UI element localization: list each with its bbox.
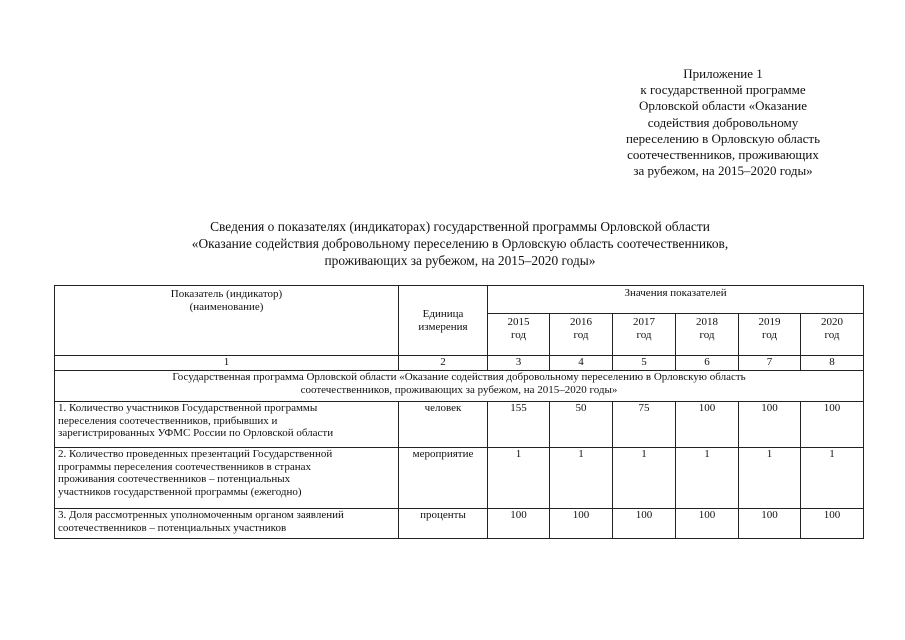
column-number: 6 [676,356,739,371]
year-suffix: год [510,328,527,341]
indicator-value: 75 [613,402,676,448]
indicator-value: 100 [613,509,676,539]
appendix-line: Приложение 1 [683,66,763,81]
year-suffix: год [573,328,589,341]
appendix-line: к государственной программе [640,82,806,98]
year-suffix: год [761,328,778,341]
appendix-line: переселению в Орловскую область [625,130,821,146]
indicator-value: 100 [801,402,864,448]
year-label: 2017 [633,316,655,328]
column-number: 4 [550,356,613,371]
header-unit [399,286,488,356]
indicator-name-text: 3. Доля рассмотренных уполномоченным органом заявлений соотечественников – потенциальных участников [58,509,344,534]
year-label: 2020 [821,316,844,328]
header-unit-label: Единица измерения [418,307,468,333]
appendix-line: Орловской области «Оказание [639,98,807,114]
indicator-value: 100 [488,509,550,539]
indicator-name [55,448,399,509]
appendix-line: за рубежом, на 2015–2020 годы» [633,163,813,179]
year-label: 2018 [696,316,718,328]
indicator-value: 100 [550,509,613,539]
document-title [100,218,820,269]
indicator-value: 50 [550,402,613,448]
indicator-unit: человек [399,402,488,448]
indicator-name-text: 1. Количество участников Государственной программы переселения соотечественников, прибывших и зарегистрированных УФМС России по Орловской области [58,402,334,440]
header-values-group: Значения показателей [488,286,864,314]
column-number: 8 [801,356,864,371]
appendix-line: содействия добровольному [647,114,799,130]
table-row [55,448,864,509]
column-number: 7 [739,356,801,371]
indicator-unit: проценты [399,509,488,539]
indicator-value: 1 [488,448,550,509]
indicator-value: 1 [801,448,864,509]
header-indicator-label: Показатель (индикатор) (наименование) [170,288,283,313]
indicator-name [55,402,399,448]
indicator-name [55,509,399,539]
header-indicator [55,286,399,356]
indicator-unit: мероприятие [399,448,488,509]
year-label: 2016 [570,316,592,328]
indicator-name-text: 2. Количество проведенных презентаций Государственной программы переселения соотечественников в странах проживания соотечественников – потенциальных участников государственной программы (ежегодно) [58,448,333,498]
year-suffix: год [699,328,715,341]
title-line: Сведения о показателях (индикаторах) государственной программы Орловской области [210,219,710,234]
column-number: 2 [399,356,488,371]
column-number: 1 [55,356,399,371]
indicator-value: 1 [676,448,739,509]
indicator-value: 1 [613,448,676,509]
appendix-line: соотечественников, проживающих [627,147,819,163]
header-year-cell [488,314,550,356]
indicator-value: 1 [739,448,801,509]
year-suffix: год [636,328,652,341]
appendix-note [598,66,848,179]
table-row [55,402,864,448]
section-title-cell [55,371,864,402]
indicator-value: 100 [676,509,739,539]
indicator-value: 100 [739,509,801,539]
header-year-cell [676,314,739,356]
title-line: «Оказание содействия добровольному переселению в Орловскую область соотечественников, [191,236,729,251]
indicator-value: 1 [550,448,613,509]
indicator-value: 100 [801,509,864,539]
header-year-cell [550,314,613,356]
year-label: 2015 [507,316,530,328]
indicators-table [54,285,864,539]
column-number: 5 [613,356,676,371]
indicator-value: 100 [676,402,739,448]
table-row [55,509,864,539]
indicator-value: 155 [488,402,550,448]
header-year-cell [739,314,801,356]
column-number: 3 [488,356,550,371]
section-title: Государственная программа Орловской области «Оказание содействия добровольному переселению в Орловскую область соотечественников, проживающих за рубежом, на 2015–2020 годы» [172,371,746,396]
header-year-cell [801,314,864,356]
indicator-value: 100 [739,402,801,448]
title-line: проживающих за рубежом, на 2015–2020 годы» [324,253,596,268]
year-suffix: год [824,328,840,341]
year-label: 2019 [758,316,781,328]
header-year-cell [613,314,676,356]
